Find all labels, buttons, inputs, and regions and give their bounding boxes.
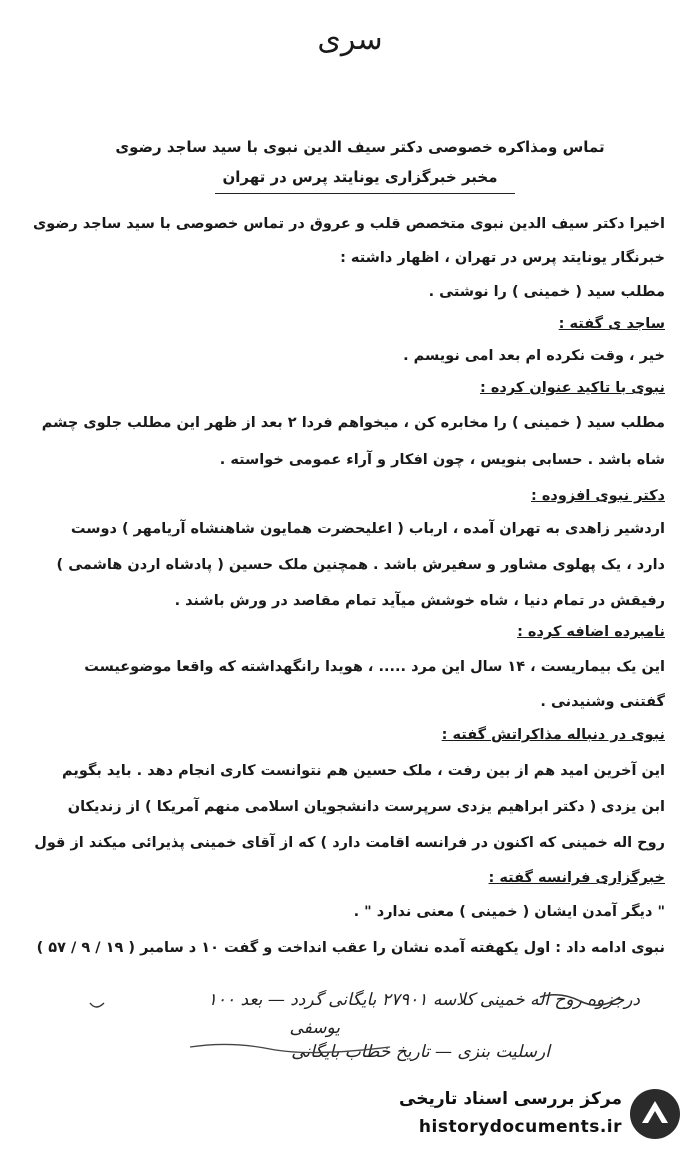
body-line: " دیگر آمدن ایشان ( خمینی ) معنی ندارد " . xyxy=(353,904,665,920)
signature-scribble xyxy=(70,985,670,1075)
title-underline xyxy=(215,193,515,194)
body-line: خبرنگار یونایتد پرس در تهران ، اظهار داشته : xyxy=(340,250,665,266)
body-line: نبوی در دنباله مذاکراتش گفته : xyxy=(441,727,665,743)
body-line: این یک بیماریست ، ۱۴ سال این مرد ..... ، هویدا رانگهداشته که واقعا موضوعیست xyxy=(84,659,665,675)
watermark-logo xyxy=(382,1083,682,1145)
handwritten-note: یوسفی xyxy=(289,1018,340,1038)
body-line: دارد ، یک پهلوی مشاور و سفیرش باشد . همچنین ملک حسین ( پادشاه اردن هاشمی ) xyxy=(56,557,665,573)
body-line: نامبرده اضافه کرده : xyxy=(517,624,665,640)
classification-mark: سری xyxy=(317,22,383,57)
body-line: این آخرین امید هم از بین رفت ، ملک حسین هم نتوانست کاری انجام دهد . باید بگویم xyxy=(62,763,665,779)
handwritten-note: ارسلیت بنزی — تاریخ خطاب بایگانی xyxy=(291,1042,550,1062)
body-line: خیر ، وقت نکرده ام بعد امی نویسم . xyxy=(403,348,665,364)
body-line: مطلب سید ( خمینی ) را مخابره کن ، میخواهم فردا ۲ بعد از ظهر این مطلب جلوی چشم xyxy=(41,415,665,431)
body-line: دکتر نبوی افزوده : xyxy=(531,488,665,504)
archive-logo-icon xyxy=(628,1087,682,1141)
watermark-name: مرکز بررسی اسناد تاریخی xyxy=(399,1089,622,1109)
body-line: نبوی ادامه داد : اول یکهفته آمده نشان را عقب انداخت و گفت ۱۰ د سامبر ( ۱۹ / ۹ / ۵۷ ) xyxy=(36,940,665,956)
body-line: رفیقش در تمام دنیا ، شاه خوشش میآید تمام مقاصد در ورش باشند . xyxy=(174,593,665,609)
body-line: ابن یزدی ( دکتر ابراهیم یزدی سرپرست دانشجویان اسلامی منهم آمریکا ) از زندیکان xyxy=(67,799,665,815)
body-line: ساجد ی گفته : xyxy=(558,316,665,332)
body-line: اخیرا دکتر سیف الدین نبوی متخصص قلب و عروق در تماس خصوصی با سید ساجد رضوی xyxy=(32,216,665,232)
body-line: نبوی با تاکید عنوان کرده : xyxy=(479,380,665,396)
watermark-url: historydocuments.ir xyxy=(418,1117,622,1137)
body-line: اردشیر زاهدی به تهران آمده ، ارباب ( اعلیحضرت همایون شاهنشاه آریامهر ) دوست xyxy=(70,521,665,537)
handwritten-note: درجزوه روح اله خمینی کلاسه ۲۷۹۰۱ بایگانی گردد — بعد ۱۰۰ xyxy=(207,990,640,1010)
body-line: خبرگزاری فرانسه گفته : xyxy=(488,870,665,886)
body-line: مطلب سید ( خمینی ) را نوشتی . xyxy=(428,284,665,300)
body-line: روح اله خمینی که اکنون در فرانسه اقامت دارد ) که از آقای خمینی پذیرائی میکند از قول xyxy=(34,835,665,851)
body-line: گفتنی وشنیدنی . xyxy=(540,694,665,710)
document-title: تماس ومذاکره خصوصی دکتر سیف الدین نبوی با سید ساجد رضوی xyxy=(115,138,605,156)
body-line: شاه باشد . حسابی بنویس ، چون افکار و آراء عمومی خواسته . xyxy=(219,452,665,468)
document-subtitle: مخبر خبرگزاری یونایتد پرس در تهران xyxy=(222,168,498,186)
